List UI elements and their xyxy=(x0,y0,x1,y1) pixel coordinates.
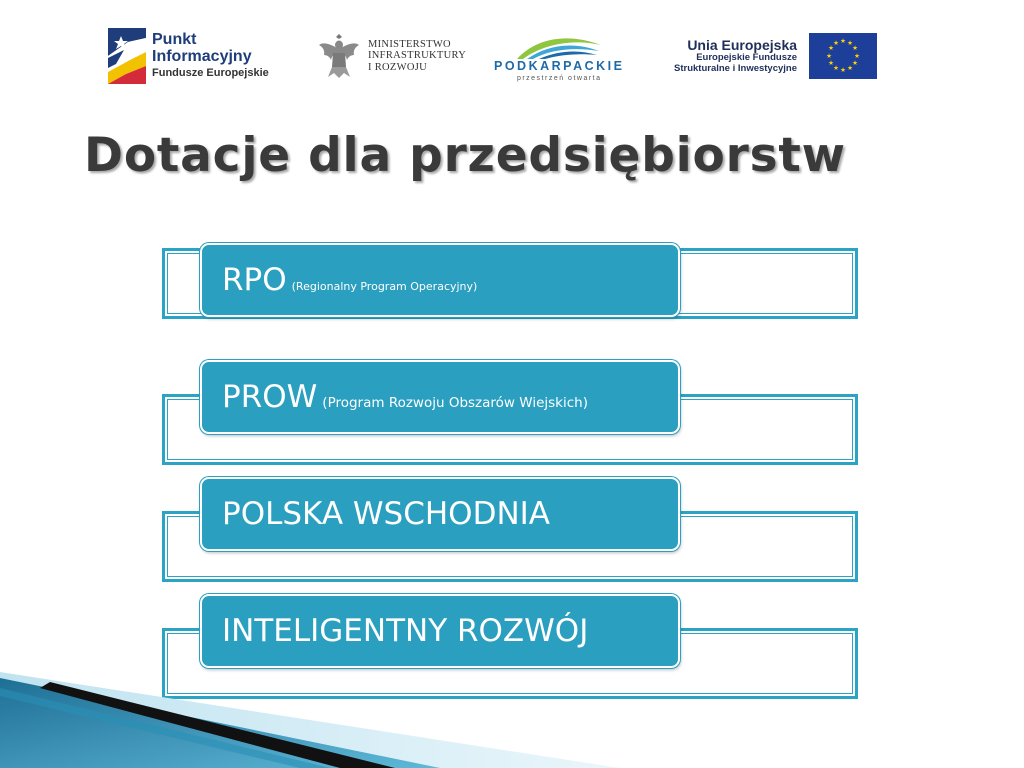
item-prow-sublabel: (Program Rozwoju Obszarów Wiejskich) xyxy=(322,395,588,411)
svg-text:★: ★ xyxy=(854,52,860,60)
svg-text:★: ★ xyxy=(847,39,853,47)
logo-pi-line2: Informacyjny xyxy=(152,48,252,66)
logo-ministerstwo xyxy=(318,24,466,88)
logo-punkt-informacyjny xyxy=(108,24,269,88)
logo-min-line2: INFRASTRUKTURY xyxy=(368,50,467,62)
logo-ue-line2: Europejskie Fundusze xyxy=(696,52,798,64)
eu-flag-icon xyxy=(809,33,877,79)
logo-pi-line1: Punkt xyxy=(152,31,197,49)
logo-min-line1: MINISTERSTWO xyxy=(368,38,451,50)
polish-eagle-emblem-icon xyxy=(318,33,360,79)
logo-pi-line3: Fundusze Europejskie xyxy=(152,67,269,80)
item-prow-label: PROW xyxy=(222,379,318,415)
logo-ue-line3: Strukturalne i Inwestycyjne xyxy=(674,63,798,75)
item-polska-wschodnia-label: POLSKA WSCHODNIA xyxy=(222,496,550,532)
svg-text:★: ★ xyxy=(833,39,839,47)
punkt-informacyjny-logo-icon xyxy=(108,28,146,84)
logo-ue-line1: Unia Europejska xyxy=(687,37,798,54)
logo-unia-europejska xyxy=(674,24,877,88)
podkarpackie-hills-logo-icon xyxy=(509,31,609,61)
logo-podk-tagline: przestrzeń otwarta xyxy=(516,74,602,82)
svg-text:★: ★ xyxy=(840,66,846,74)
svg-text:★: ★ xyxy=(828,44,834,52)
svg-text:★: ★ xyxy=(852,44,858,52)
svg-text:★: ★ xyxy=(826,52,832,60)
item-prow xyxy=(200,360,680,434)
decorative-corner-swoosh xyxy=(0,648,620,768)
item-polska-wschodnia xyxy=(200,477,680,551)
logo-podkarpackie xyxy=(494,24,624,88)
item-rpo xyxy=(200,243,680,317)
item-rpo-sublabel: (Regionalny Program Operacyjny) xyxy=(291,279,478,293)
svg-text:★: ★ xyxy=(852,59,858,67)
svg-text:★: ★ xyxy=(833,64,839,72)
logo-min-line3: I ROZWOJU xyxy=(368,61,427,73)
logo-podk-name: PODKARPACKIE xyxy=(494,58,625,73)
svg-text:★: ★ xyxy=(828,59,834,67)
svg-text:★: ★ xyxy=(840,37,846,45)
item-rpo-label: RPO xyxy=(222,262,287,298)
item-inteligentny-rozwoj-label: INTELIGENTNY ROZWÓJ xyxy=(222,613,589,649)
page-title: Dotacje dla przedsiębiorstw xyxy=(84,128,846,183)
svg-text:★: ★ xyxy=(847,64,853,72)
